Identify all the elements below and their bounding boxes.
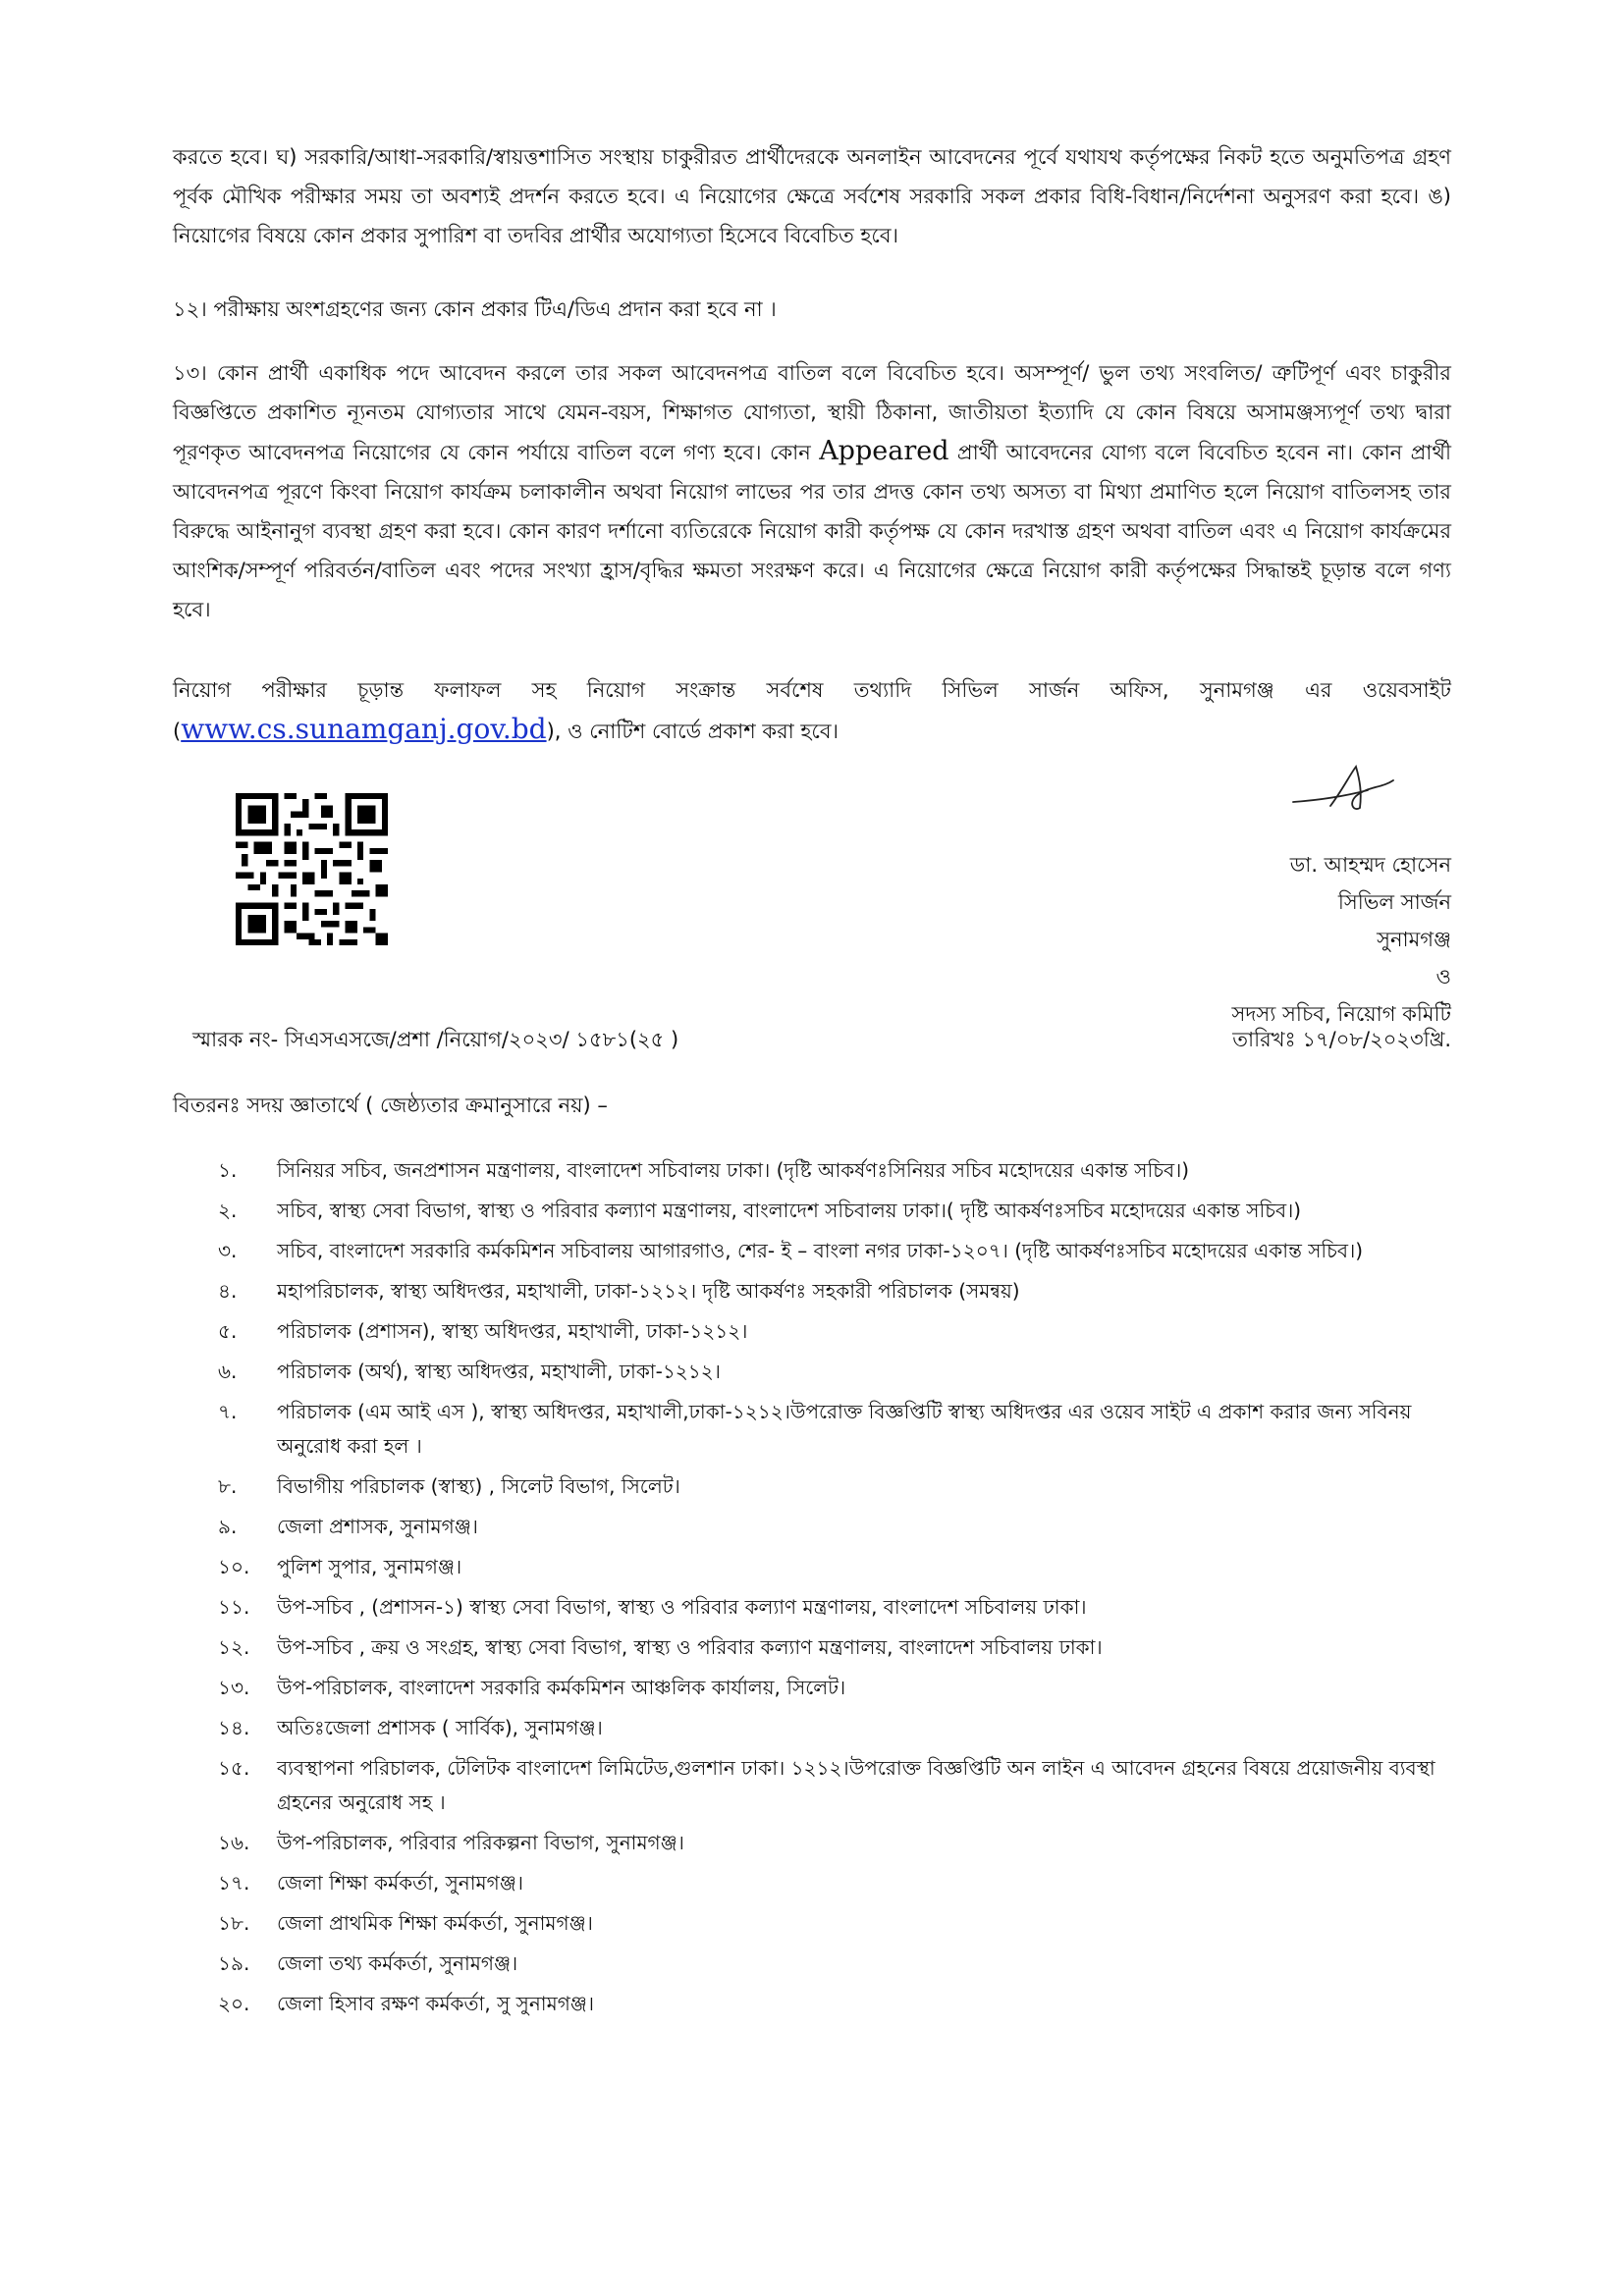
distribution-item: [218, 1671, 1451, 1705]
distribution-item: [218, 1906, 1451, 1941]
distribution-item: [218, 1987, 1451, 2021]
memo-number: স্মারক নং- সিএসএসজে/প্রশা /নিয়োগ/২০২৩/ ১৫৮১(২৫ ): [192, 1028, 679, 1051]
distribution-item-number: ৮.: [218, 1474, 238, 1498]
signer-place: সুনামগঞ্জ: [1377, 928, 1451, 951]
distribution-item-text: উপ-সচিব , ক্রয় ও সংগ্রহ, স্বাস্থ্য সেবা বিভাগ, স্বাস্থ্য ও পরিবার কল্যাণ মন্ত্রণালয়, বাংলাদেশ সচিবালয় ঢাকা।: [277, 1635, 1103, 1659]
distribution-item-text: জেলা তথ্য কর্মকর্তা, সুনামগঞ্জ।: [277, 1951, 518, 1975]
distribution-item-number: ১৪.: [218, 1716, 250, 1739]
distribution-item-number: ১২.: [218, 1635, 250, 1659]
distribution-item-text: জেলা প্রাথমিক শিক্ষা কর্মকর্তা, সুনামগঞ্জ।: [277, 1911, 593, 1935]
distribution-item: [218, 1590, 1451, 1625]
distribution-item-number: ১৬.: [218, 1831, 250, 1854]
paragraph-result-notice: [173, 670, 1451, 751]
distribution-item: [218, 1469, 1451, 1504]
distribution-item-number: ৯.: [218, 1515, 238, 1538]
distribution-item-text: উপ-পরিচালক, বাংলাদেশ সরকারি কর্মকমিশন আঞ্চলিক কার্যালয়, সিলেট।: [277, 1676, 846, 1699]
distribution-item-number: ১০.: [218, 1555, 250, 1578]
signer-name: ডা. আহম্মদ হোসেন: [1289, 853, 1451, 877]
distribution-item-number: ৬.: [218, 1360, 238, 1383]
distribution-item: [218, 1826, 1451, 1860]
distribution-item: [218, 1314, 1451, 1349]
distribution-item-text: সিনিয়র সচিব, জনপ্রশাসন মন্ত্রণালয়, বাংলাদেশ সচিবালয় ঢাকা। (দৃষ্টি আকর্ষণঃসিনিয়র সচিব মহোদয়ের একান্ত সচিব।): [277, 1158, 1190, 1182]
distribution-item-number: ২০.: [218, 1992, 250, 2015]
distribution-item: [218, 1947, 1451, 1981]
paragraph-13-text-b: প্রার্থী আবেদনের যোগ্য বলে বিবেচিত হবেন না। কোন প্রার্থী আবেদনপত্র পূরণে কিংবা নিয়োগ কার্যক্রম চলাকালীন অথবা নিয়োগ লাভের পর তার প্রদত্ত কোন তথ্য অসত্য বা মিথ্যা প্রমাণিত হলে নিয়োগ বাতিলসহ তার বিরুদ্ধে আইনানুগ ব্যবস্থা গ্রহণ করা হবে। কোন কারণ দর্শানো ব্যতিরেকে নিয়োগ কারী কর্তৃপক্ষ যে কোন দরখাস্ত গ্রহণ অথবা বাতিল এবং এ নিয়োগ কার্যক্রমের আংশিক/সম্পূর্ণ পরিবর্তন/বাতিল এবং পদের সংখ্যা হ্রাস/বৃদ্ধির ক্ষমতা সংরক্ষণ করে। এ নিয়োগের ক্ষেত্রে নিয়োগ কারী কর্তৃপক্ষের সিদ্ধান্তই চূড়ান্ত বলে গণ্য হবে।: [173, 441, 1451, 621]
distribution-item: [218, 1630, 1451, 1665]
signer-role: সদস্য সচিব, নিয়োগ কমিটি: [1231, 1002, 1451, 1026]
distribution-item-text: পুলিশ সুপার, সুনামগঞ্জ।: [277, 1555, 462, 1578]
distribution-item-number: ২.: [218, 1199, 238, 1222]
paragraph-12: [173, 290, 1451, 329]
distribution-item-text: সচিব, বাংলাদেশ সরকারি কর্মকমিশন সচিবালয় আগারগাও, শের- ই – বাংলা নগর ঢাকা-১২০৭। (দৃষ্টি আকর্ষণঃসচিব মহোদয়ের একান্ত সচিব।): [277, 1239, 1364, 1262]
paragraph-13: [173, 353, 1451, 629]
distribution-item: [218, 1510, 1451, 1544]
distribution-item: [218, 1153, 1451, 1188]
distribution-item-number: ১৮.: [218, 1911, 250, 1935]
distribution-item-text: মহাপরিচালক, স্বাস্থ্য অধিদপ্তর, মহাখালী, ঢাকা-১২১২। দৃষ্টি আকর্ষণঃ সহকারী পরিচালক (সমন্বয়): [277, 1279, 1020, 1303]
distribution-item-text: জেলা হিসাব রক্ষণ কর্মকর্তা, সু সুনামগঞ্জ।: [277, 1992, 595, 2015]
distribution-item-number: ৪.: [218, 1279, 238, 1303]
distribution-item: [218, 1234, 1451, 1268]
paragraph-result-text-a: নিয়োগ পরীক্ষার চূড়ান্ত ফলাফল সহ নিয়োগ সংক্রান্ত সর্বশেষ তথ্যাদি সিভিল সার্জন অফিস, সুনামগঞ্জ এর ওয়েবসাইট (: [173, 678, 1451, 743]
signer-block: [1232, 846, 1451, 1033]
website-link[interactable]: www.cs.sunamganj.gov.bd: [181, 713, 547, 745]
distribution-item-text: পরিচালক (এম আই এস ), স্বাস্থ্য অধিদপ্তর, মহাখালী,ঢাকা-১২১২।উপরোক্ত বিজ্ঞপ্তিটি স্বাস্থ্য অধিদপ্তর এর ওয়েব সাইট এ প্রকাশ করার জন্য সবিনয় অনুরোধ করা হল ।: [277, 1400, 1412, 1458]
distribution-item-number: ১৩.: [218, 1676, 250, 1699]
signer-designation: সিভিল সার্জন: [1337, 890, 1451, 914]
paragraph-13-english-word: Appeared: [819, 436, 949, 466]
distribution-item-text: পরিচালক (অর্থ), স্বাস্থ্য অধিদপ্তর, মহাখালী, ঢাকা-১২১২।: [277, 1360, 721, 1383]
issue-date: তারিখঃ ১৭/০৮/২০২৩খ্রি.: [1232, 1028, 1451, 1051]
distribution-item: [218, 1751, 1451, 1820]
distribution-item-number: ১৫.: [218, 1756, 250, 1780]
distribution-item-text: ব্যবস্থাপনা পরিচালক, টেলিটক বাংলাদেশ লিমিটেড,গুলশান ঢাকা। ১২১২।উপরোক্ত বিজ্ঞপ্তিটি অন লাইন এ আবেদন গ্রহনের বিষয়ে প্রয়োজনীয় ব্যবস্থা গ্রহনের অনুরোধ সহ ।: [277, 1756, 1435, 1814]
distribution-item-text: জেলা প্রশাসক, সুনামগঞ্জ।: [277, 1515, 478, 1538]
distribution-item-text: পরিচালক (প্রশাসন), স্বাস্থ্য অধিদপ্তর, মহাখালী, ঢাকা-১২১২।: [277, 1319, 748, 1343]
distribution-item-number: ১৯.: [218, 1951, 250, 1975]
distribution-item: [218, 1194, 1451, 1228]
distribution-item: [218, 1274, 1451, 1308]
distribution-list: [218, 1153, 1451, 2027]
distribution-item-number: ৫.: [218, 1319, 238, 1343]
paragraph-result-text-b: ), ও নোটিশ বোর্ডে প্রকাশ করা হবে।: [546, 720, 839, 743]
distribution-item: [218, 1395, 1451, 1464]
distribution-item: [218, 1355, 1451, 1389]
distribution-item-number: ৭.: [218, 1400, 238, 1423]
distribution-item-number: ১৭.: [218, 1871, 250, 1895]
distribution-item-text: সচিব, স্বাস্থ্য সেবা বিভাগ, স্বাস্থ্য ও পরিবার কল্যাণ মন্ত্রণালয়, বাংলাদেশ সচিবালয় ঢাকা।( দৃষ্টি আকর্ষণঃসচিব মহোদয়ের একান্ত সচিব।): [277, 1199, 1302, 1222]
distribution-item: [218, 1550, 1451, 1584]
distribution-title: বিতরনঃ সদয় জ্ঞাতার্থে ( জেষ্ঠ্যতার ক্রমানুসারে নয়) –: [173, 1094, 608, 1117]
paragraph-conditions-text: করতে হবে। ঘ) সরকারি/আধা-সরকারি/স্বায়ত্তশাসিত সংস্থায় চাকুরীরত প্রার্থীদেরকে অনলাইন আবেদনের পূর্বে যথাযথ কর্তৃপক্ষের নিকট হতে অনুমতিপত্র গ্রহণ পূর্বক মৌখিক পরীক্ষার সময় তা অবশ্যই প্রদর্শন করতে হবে। এ নিয়োগের ক্ষেত্রে সর্বশেষ সরকারি সকল প্রকার বিধি-বিধান/নির্দেশনা অনুসরণ করা হবে। ঙ) নিয়োগের বিষয়ে কোন প্রকার সুপারিশ বা তদবির প্রার্থীর অযোগ্যতা হিসেবে বিবেচিত হবে।: [173, 145, 1451, 247]
distribution-item: [218, 1711, 1451, 1745]
paragraph-conditions: [173, 137, 1451, 255]
signature-mark: [1291, 761, 1399, 820]
distribution-item-text: উপ-পরিচালক, পরিবার পরিকল্পনা বিভাগ, সুনামগঞ্জ।: [277, 1831, 684, 1854]
paragraph-12-text: ১২। পরীক্ষায় অংশগ্রহণের জন্য কোন প্রকার টিএ/ডিএ প্রদান করা হবে না ।: [173, 297, 777, 321]
distribution-item-text: বিভাগীয় পরিচালক (স্বাস্থ্য) , সিলেট বিভাগ, সিলেট।: [277, 1474, 680, 1498]
distribution-item-number: ১১.: [218, 1595, 250, 1619]
distribution-item-number: ১.: [218, 1158, 238, 1182]
paragraph-13-text-a: ১৩। কোন প্রার্থী একাধিক পদে আবেদন করলে তার সকল আবেদনপত্র বাতিল বলে বিবেচিত হবে। অসম্পূর্ণ/ ভুল তথ্য সংবলিত/ ত্রুটিপূর্ণ এবং চাকুরীর বিজ্ঞপ্তিতে প্রকাশিত ন্যূনতম যোগ্যতার সাথে যেমন-বয়স, শিক্ষাগত যোগ্যতা, স্থায়ী ঠিকানা, জাতীয়তা ইত্যাদি যে কোন বিষয়ে অসামঞ্জস্যপূর্ণ তথ্য দ্বারা পূরণকৃত আবেদনপত্র নিয়োগের যে কোন পর্যায়ে বাতিল বলে গণ্য হবে। কোন: [173, 361, 1451, 464]
distribution-item-number: ৩.: [218, 1239, 238, 1262]
signer-conjunction: ও: [1435, 965, 1451, 988]
distribution-item: [218, 1866, 1451, 1900]
qr-code-icon: [236, 793, 388, 945]
distribution-item-text: অতিঃজেলা প্রশাসক ( সার্বিক), সুনামগঞ্জ।: [277, 1716, 603, 1739]
distribution-item-text: জেলা শিক্ষা কর্মকর্তা, সুনামগঞ্জ।: [277, 1871, 523, 1895]
distribution-item-text: উপ-সচিব , (প্রশাসন-১) স্বাস্থ্য সেবা বিভাগ, স্বাস্থ্য ও পরিবার কল্যাণ মন্ত্রণালয়, বাংলাদেশ সচিবালয় ঢাকা।: [277, 1595, 1087, 1619]
